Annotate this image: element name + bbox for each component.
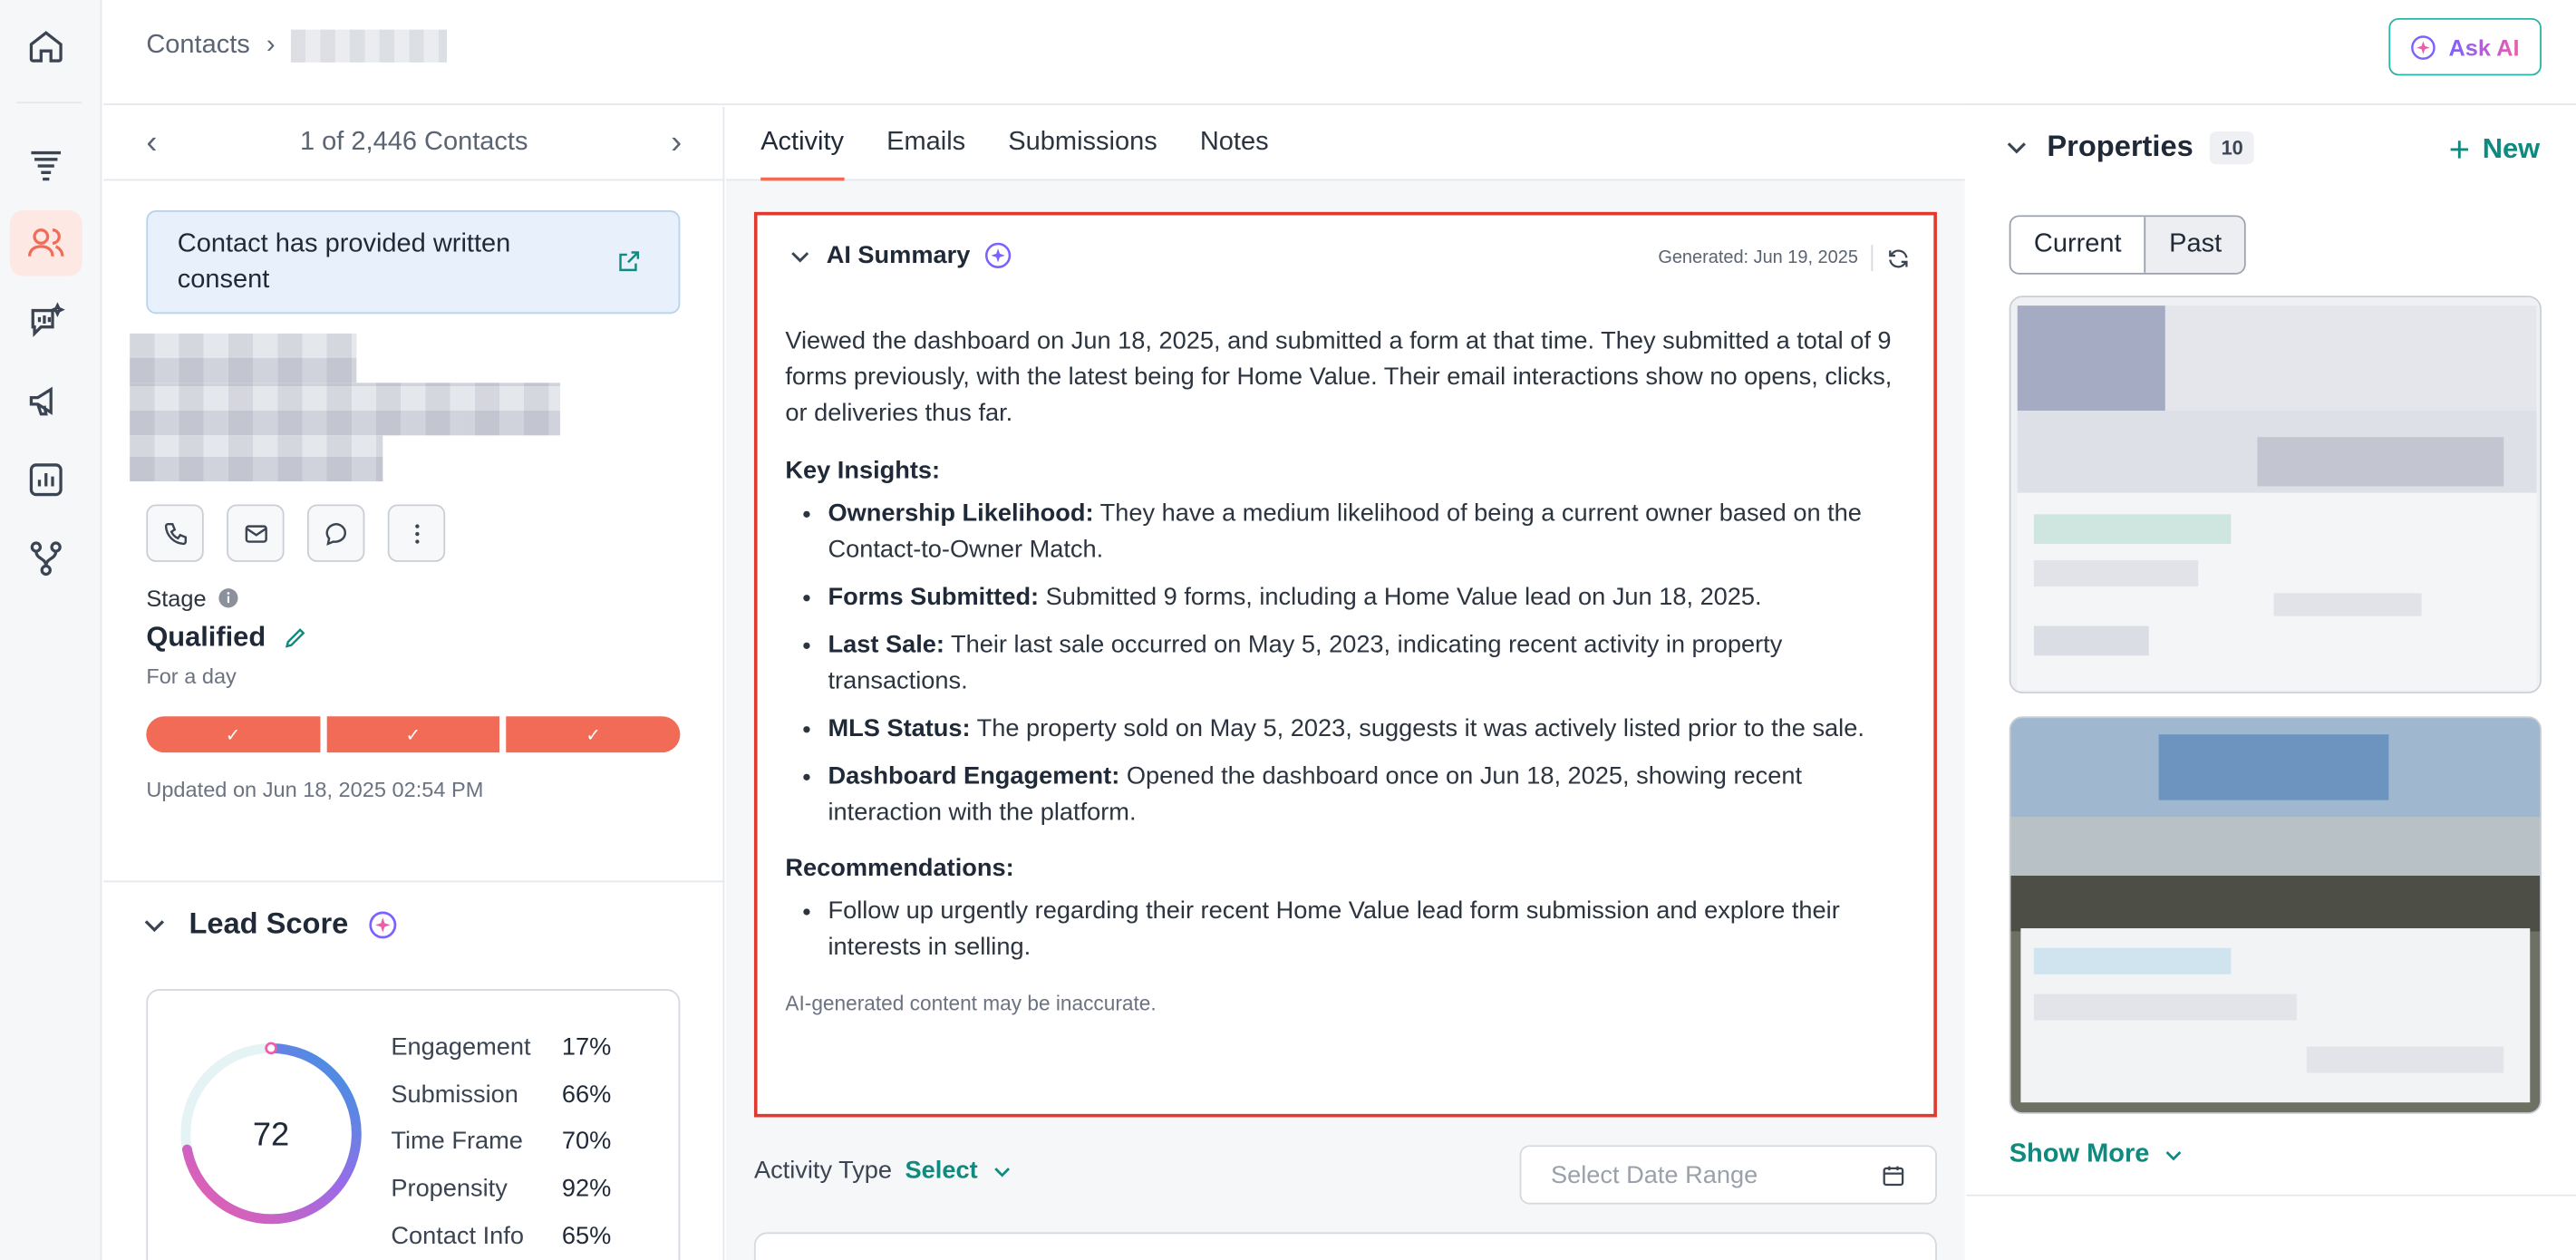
redacted-contact-details [130, 334, 356, 383]
property-card[interactable] [2009, 296, 2542, 693]
chevron-down-icon [2163, 1144, 2185, 1167]
info-icon[interactable] [217, 586, 239, 609]
list-item: • Follow up urgently regarding their recent Home Value lead form submission and explore their interests in selling. [828, 894, 1913, 966]
stage-duration: For a day [146, 664, 237, 689]
ask-ai-button[interactable] [2388, 18, 2542, 75]
chevron-down-icon[interactable] [991, 1159, 1013, 1182]
ai-sparkle-icon [2411, 34, 2437, 60]
metric-row: Time Frame 70% [391, 1127, 612, 1156]
redacted-property-image [2011, 297, 2542, 693]
ai-sparkle-icon [983, 241, 1012, 269]
metric-row: Engagement 17% [391, 1032, 612, 1061]
home-icon[interactable] [10, 14, 82, 80]
list-item: • MLS Status: The property sold on May 5, 2023, suggests it was actively listed prior to the sale. [828, 712, 1913, 748]
chevron-down-icon[interactable] [787, 242, 813, 268]
stage-updated: Updated on Jun 18, 2025 02:54 PM [146, 777, 484, 802]
stage-value: Qualified [146, 621, 266, 653]
workflow-icon[interactable] [10, 526, 82, 592]
lead-score-gauge [174, 1037, 368, 1231]
activity-type-label: Activity Type [753, 1157, 893, 1185]
left-nav-rail [0, 0, 102, 1260]
megaphone-icon[interactable] [10, 368, 82, 434]
phone-icon [162, 520, 189, 547]
summary-intro: Viewed the dashboard on Jun 18, 2025, and submitted a form at that time. They submitted a total of 9 forms previously, with the latest being for Home Value. Their email interactions show no opens, clicks, or deliveries thus far. [785, 326, 1893, 428]
ai-summary-meta [1658, 245, 1911, 271]
activity-panel [726, 107, 1965, 1260]
recommendations-heading: Recommendations: [785, 854, 1014, 883]
lead-score-title: Lead Score [189, 906, 349, 940]
properties-count-badge: 10 [2210, 131, 2255, 163]
date-range-placeholder: Select Date Range [1551, 1161, 1758, 1190]
next-contact-button[interactable]: › [671, 123, 683, 160]
breadcrumb [146, 30, 448, 63]
top-bar [103, 0, 2576, 105]
activity-type-filter [754, 1157, 1014, 1185]
stage-step: ✓ [326, 716, 500, 752]
new-property-button[interactable] [2446, 133, 2540, 166]
lead-score-header[interactable] [140, 907, 398, 942]
lead-score-card [146, 989, 680, 1260]
ai-sparkle-icon [368, 909, 398, 939]
list-item: • Forms Submitted: Submitted 9 forms, including a Home Value lead on Jun 18, 2025. [828, 580, 1913, 616]
tab-notes[interactable]: Notes [1199, 128, 1269, 157]
pager-text: 1 of 2,446 Contacts [299, 128, 528, 157]
recommendations-list [828, 894, 1913, 966]
redacted-street-view-image [2011, 718, 2542, 1114]
consent-text: Contact has provided written consent [177, 229, 511, 295]
metric-row: Contact Info 65% [391, 1221, 612, 1250]
stage-step: ✓ [507, 716, 681, 752]
show-more-button[interactable] [2009, 1140, 2186, 1170]
breadcrumb-contacts-link[interactable]: Contacts [146, 31, 250, 60]
toggle-current[interactable]: Current [2011, 217, 2145, 273]
tab-activity[interactable]: Activity [760, 107, 844, 181]
properties-panel [1967, 107, 2576, 1260]
contact-actions [146, 504, 445, 561]
refresh-icon[interactable] [1886, 246, 1911, 270]
external-link-icon[interactable] [616, 248, 643, 275]
email-button[interactable] [227, 504, 284, 561]
properties-header[interactable] [2002, 130, 2254, 164]
activity-list-card [754, 1232, 1937, 1260]
show-more-label: Show More [2009, 1139, 2150, 1168]
more-actions-button[interactable] [388, 504, 445, 561]
edit-pencil-icon[interactable] [282, 625, 308, 651]
plus-icon [2446, 136, 2473, 162]
contact-pager [103, 107, 724, 181]
new-label: New [2482, 132, 2541, 165]
breadcrumb-separator: › [266, 31, 276, 60]
metric-row: Submission 66% [391, 1080, 612, 1109]
chevron-down-icon[interactable] [140, 909, 169, 939]
funnel-icon[interactable] [10, 131, 82, 198]
key-insights-list [828, 496, 1913, 831]
property-card[interactable] [2009, 716, 2542, 1114]
ai-disclaimer: AI-generated content may be inaccurate. [785, 992, 1157, 1016]
chat-bubble-icon [323, 520, 349, 547]
ai-chat-icon[interactable] [10, 289, 82, 355]
ai-summary-title: AI Summary [826, 241, 971, 270]
generated-date: Generated: Jun 19, 2025 [1658, 247, 1858, 268]
analytics-icon[interactable] [10, 447, 82, 513]
more-vertical-icon [403, 520, 430, 547]
prev-contact-button[interactable]: ‹ [146, 123, 158, 160]
stage-label-row [146, 585, 239, 611]
lead-score-metrics [391, 1023, 611, 1259]
stage-progress [146, 716, 680, 752]
activity-type-select[interactable]: Select [905, 1157, 978, 1185]
properties-title: Properties [2047, 130, 2193, 163]
key-insights-heading: Key Insights: [785, 456, 941, 485]
redacted-contact-details-3 [130, 435, 383, 481]
ai-summary-card [754, 212, 1937, 1118]
contacts-icon[interactable] [10, 210, 82, 276]
tab-emails[interactable]: Emails [886, 128, 966, 157]
mail-icon [242, 520, 268, 547]
list-item: • Dashboard Engagement: Opened the dashboard once on Jun 18, 2025, showing recent interaction with the platform. [828, 759, 1913, 831]
chevron-down-icon[interactable] [2002, 133, 2030, 161]
stage-step: ✓ [146, 716, 320, 752]
stage-label: Stage [146, 585, 207, 612]
call-button[interactable] [146, 504, 203, 561]
current-past-toggle [2009, 215, 2247, 274]
ai-summary-body [785, 324, 1912, 1022]
sms-button[interactable] [307, 504, 364, 561]
redacted-contact-details-2 [130, 383, 560, 435]
stage-value-row [146, 621, 308, 654]
tab-submissions[interactable]: Submissions [1008, 128, 1157, 157]
metric-row: Propensity 92% [391, 1174, 612, 1203]
activity-tabs [726, 107, 1965, 181]
lead-score-value: 72 [252, 1115, 290, 1153]
toggle-past[interactable]: Past [2145, 217, 2245, 273]
ai-summary-header[interactable] [787, 241, 1011, 269]
list-item: • Ownership Likelihood: They have a medium likelihood of being a current owner based on the Contact-to-Owner Match. [828, 496, 1913, 568]
redacted-contact-name [292, 30, 448, 63]
list-item: • Last Sale: Their last sale occurred on May 5, 2023, indicating recent activity in property transactions. [828, 627, 1913, 700]
calendar-icon[interactable] [1881, 1163, 1905, 1187]
date-range-input[interactable] [1520, 1145, 1937, 1204]
consent-banner [146, 210, 680, 314]
contact-panel [103, 107, 724, 1260]
ask-ai-label: Ask AI [2448, 34, 2520, 61]
